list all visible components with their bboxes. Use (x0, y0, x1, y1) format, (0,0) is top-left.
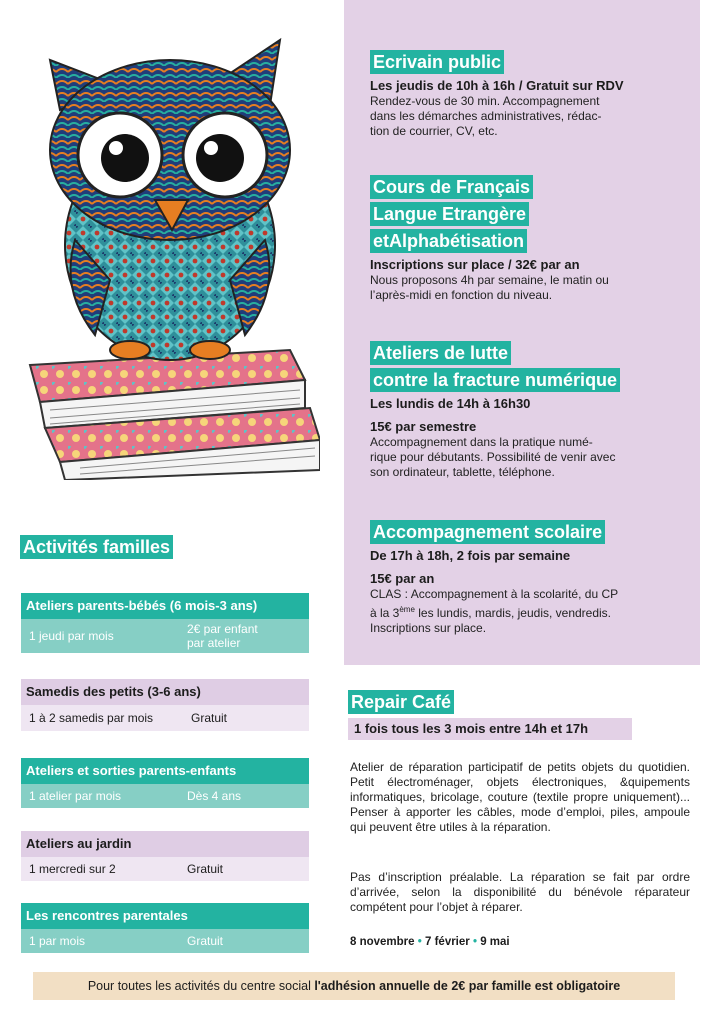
ecrivain-desc-1: Rendez-vous de 30 min. Accompagnement (370, 94, 600, 108)
owl-on-books-icon (20, 30, 320, 480)
famille-box-rencontres (21, 903, 309, 953)
ateliers-desc-1: Accompagnement dans la pratique numé- (370, 435, 593, 449)
repair-schedule: 1 fois tous les 3 mois entre 14h et 17h (348, 718, 632, 740)
scolaire-price: 15€ par an (370, 571, 435, 586)
ecrivain-desc-3: tion de courrier, CV, etc. (370, 124, 498, 138)
famille-box-freq: 1 atelier par mois (29, 789, 122, 803)
ateliers-desc-3: son ordinateur, tablette, téléphone. (370, 465, 555, 479)
ateliers-schedule: Les lundis de 14h à 16h30 (370, 396, 531, 411)
famille-box-title: Ateliers au jardin (21, 831, 309, 857)
cours-desc-1: Nous proposons 4h par semaine, le matin ou (370, 273, 609, 287)
famille-box-jardin (21, 831, 309, 881)
repair-dates: 8 novembre • 7 février • 9 mai (350, 936, 510, 948)
cours-title-2: Langue Etrangère (370, 202, 529, 226)
scolaire-desc-2: à la 3ème les lundis, mardis, jeudis, vendredis. (370, 605, 612, 620)
scolaire-desc-3: Inscriptions sur place. (370, 621, 487, 635)
famille-box-freq: 1 à 2 samedis par mois (29, 711, 154, 725)
ecrivain-desc-2: dans les démarches administratives, rédac- (370, 109, 602, 123)
repair-date-2: 7 février (425, 936, 470, 948)
ecrivain-title: Ecrivain public (370, 50, 504, 74)
ateliers-desc-2: rique pour débutants. Possibilité de venir avec (370, 450, 616, 464)
ateliers-price: 15€ par semestre (370, 419, 477, 434)
scolaire-desc-1: CLAS : Accompagnement à la scolarité, du CP (370, 587, 619, 601)
famille-box-title: Les rencontres parentales (21, 903, 309, 929)
ateliers-title-1: Ateliers de lutte (370, 341, 511, 365)
footer-text: Pour toutes les activités du centre social (87, 979, 315, 993)
famille-box-price: Gratuit (191, 711, 228, 725)
repair-title: Repair Café (348, 690, 454, 714)
scolaire-section (370, 520, 690, 636)
ateliers-title-2: contre la fracture numérique (370, 368, 620, 392)
famille-box-title: Samedis des petits (3-6 ans) (21, 679, 309, 705)
scolaire-title: Accompagnement scolaire (370, 520, 605, 544)
ecrivain-section (370, 50, 690, 139)
famille-box-samedis (21, 679, 309, 731)
repair-paragraph-2: Pas d’inscription préalable. La réparation se fait par ordre d’arrivée, selon la disponibilité du bénévole réparateur compétent pour l’objet à réparer. (350, 870, 690, 914)
famille-box-freq: 1 jeudi par mois (29, 629, 114, 643)
famille-box-price: 2€ par enfant par atelier (187, 622, 258, 650)
adhesion-footer (33, 972, 675, 1000)
repair-date-3: 9 mai (480, 936, 510, 948)
famille-box-freq: 1 mercredi sur 2 (29, 862, 116, 876)
famille-box-sorties (21, 758, 309, 808)
famille-box-price: Gratuit (187, 862, 224, 876)
repair-paragraph-1: Atelier de réparation participatif de petits objets du quotidien. Petit électroménager, objets électroniques, &quipements informatiques, bricolage, couture (textile propre uniquement)... Penser à apporter les câbles, mode d’emploi, piles, ampoule qui peuvent être utiles à la réparation. (350, 760, 690, 834)
famille-box-price: Dès 4 ans (187, 789, 242, 803)
familles-section-title: Activités familles (20, 535, 173, 562)
cours-title-1: Cours de Français (370, 175, 533, 199)
famille-box-price: Gratuit (187, 934, 224, 948)
ecrivain-schedule: Les jeudis de 10h à 16h / Gratuit sur RDV (370, 78, 624, 93)
cours-section (370, 175, 690, 303)
footer-bold-text: l'adhésion annuelle de 2€ par famille est obligatoire (314, 979, 621, 993)
scolaire-schedule: De 17h à 18h, 2 fois par semaine (370, 548, 571, 563)
famille-box-title: Ateliers et sorties parents-enfants (21, 758, 309, 784)
famille-box-freq: 1 par mois (29, 934, 86, 948)
repair-date-1: 8 novembre (350, 936, 415, 948)
famille-box-parents-bebes (21, 593, 309, 653)
famille-box-title: Ateliers parents-bébés (6 mois-3 ans) (21, 593, 309, 619)
repair-section (348, 690, 454, 717)
cours-desc-2: l’après-midi en fonction du niveau. (370, 288, 553, 302)
cours-schedule: Inscriptions sur place / 32€ par an (370, 257, 580, 272)
ateliers-numerique-section (370, 341, 690, 480)
cours-title-3: etAlphabétisation (370, 229, 527, 253)
